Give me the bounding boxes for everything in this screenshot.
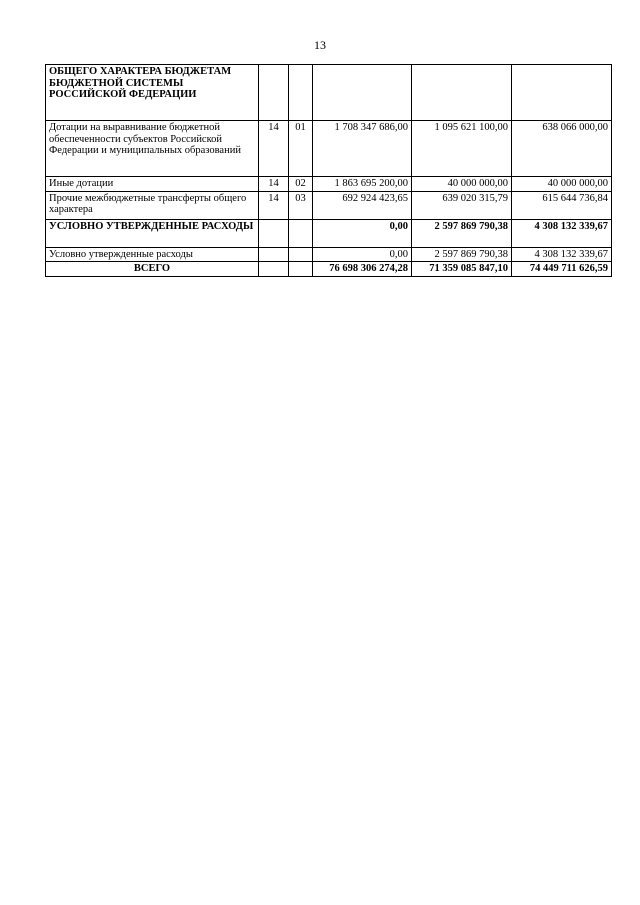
- table-row: [46, 219, 612, 247]
- row-year2: 2 597 869 790,38: [412, 219, 512, 247]
- row-year1: 0,00: [313, 219, 412, 247]
- row-subsection: [289, 65, 313, 121]
- row-section: [259, 219, 289, 247]
- row-name: Иные дотации: [46, 177, 259, 192]
- budget-table: [45, 64, 612, 277]
- row-name: ВСЕГО: [46, 262, 259, 277]
- row-year1: 692 924 423,65: [313, 191, 412, 219]
- row-section: [259, 262, 289, 277]
- row-subsection: 03: [289, 191, 313, 219]
- row-name: УСЛОВНО УТВЕРЖДЕННЫЕ РАСХОДЫ: [46, 219, 259, 247]
- row-name: Прочие межбюджетные трансферты общего характера: [46, 191, 259, 219]
- row-section: 14: [259, 191, 289, 219]
- budget-table-body: [46, 65, 612, 277]
- table-row: [46, 121, 612, 177]
- table-row: [46, 177, 612, 192]
- row-year1: 0,00: [313, 247, 412, 262]
- row-subsection: [289, 262, 313, 277]
- row-year2: 71 359 085 847,10: [412, 262, 512, 277]
- row-year2: 40 000 000,00: [412, 177, 512, 192]
- row-name: ОБЩЕГО ХАРАКТЕРА БЮДЖЕТАМ БЮДЖЕТНОЙ СИСТЕМЫ РОССИЙСКОЙ ФЕДЕРАЦИИ: [46, 65, 259, 121]
- table-row: [46, 247, 612, 262]
- row-year1: 1 863 695 200,00: [313, 177, 412, 192]
- row-section: 14: [259, 177, 289, 192]
- row-subsection: 01: [289, 121, 313, 177]
- row-year3: 4 308 132 339,67: [512, 247, 612, 262]
- row-subsection: [289, 219, 313, 247]
- row-year3: 74 449 711 626,59: [512, 262, 612, 277]
- row-subsection: 02: [289, 177, 313, 192]
- row-subsection: [289, 247, 313, 262]
- table-row-total: [46, 262, 612, 277]
- row-section: [259, 65, 289, 121]
- row-year3: [512, 65, 612, 121]
- row-year3: 4 308 132 339,67: [512, 219, 612, 247]
- row-year3: 40 000 000,00: [512, 177, 612, 192]
- row-year2: 2 597 869 790,38: [412, 247, 512, 262]
- row-name: Условно утвержденные расходы: [46, 247, 259, 262]
- row-year1: 76 698 306 274,28: [313, 262, 412, 277]
- row-section: 14: [259, 121, 289, 177]
- row-year1: [313, 65, 412, 121]
- row-name: Дотации на выравнивание бюджетной обеспеченности субъектов Российской Федерации и муниципальных образований: [46, 121, 259, 177]
- row-year1: 1 708 347 686,00: [313, 121, 412, 177]
- row-year3: 638 066 000,00: [512, 121, 612, 177]
- table-row: [46, 191, 612, 219]
- row-year2: 1 095 621 100,00: [412, 121, 512, 177]
- row-year2: [412, 65, 512, 121]
- table-row: [46, 65, 612, 121]
- row-year2: 639 020 315,79: [412, 191, 512, 219]
- page-number: 13: [314, 38, 326, 52]
- row-section: [259, 247, 289, 262]
- row-year3: 615 644 736,84: [512, 191, 612, 219]
